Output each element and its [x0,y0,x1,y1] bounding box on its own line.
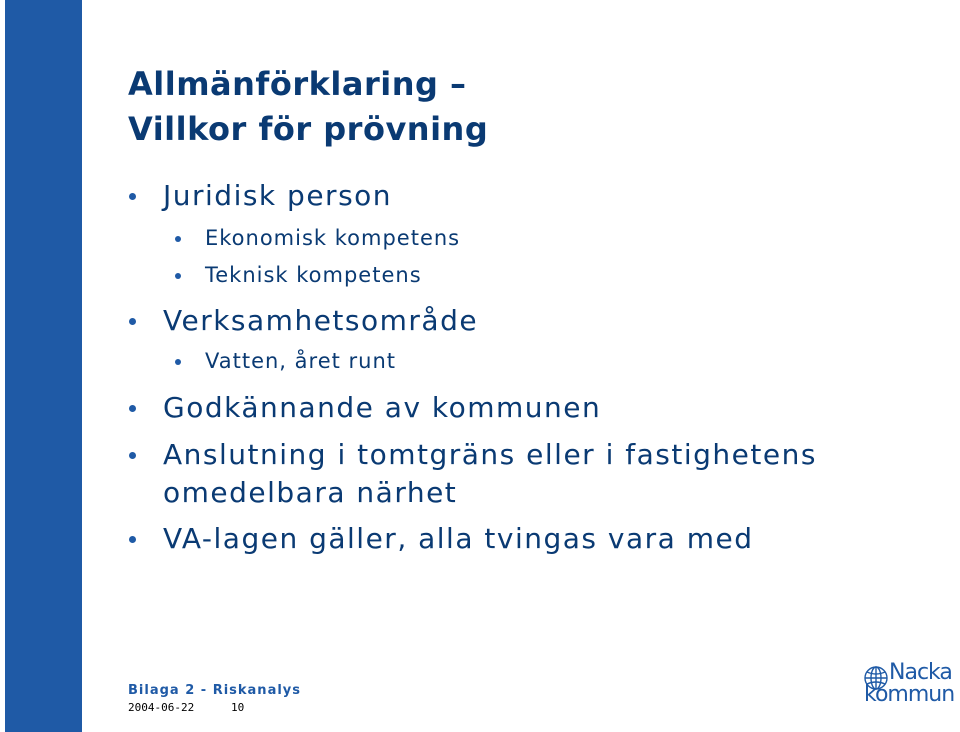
bullet-verksamhetsomrade: Verksamhetsområde [163,304,479,337]
bullet-icon [129,536,136,543]
page-number: 10 [231,701,245,714]
logo-line-1: Nacka [889,660,952,685]
bullet-icon [129,405,136,412]
footer-title: Bilaga 2 - Riskanalys [128,683,302,698]
bullet-icon [129,193,136,200]
title-line-1: Allmänförklaring – [128,65,467,103]
bullet-icon [175,273,181,279]
bullet-icon [175,236,181,242]
logo-text [864,660,955,707]
logo-line-2: kommun [864,682,955,707]
bullet-anslutning-cont: omedelbara närhet [163,476,458,509]
bullet-icon [129,318,136,325]
bullet-ekonomisk-kompetens: Ekonomisk kompetens [205,226,461,250]
footer-date: 2004-06-22 [128,701,195,714]
bullet-anslutning: Anslutning i tomtgräns eller i fastighetens [163,438,817,471]
slide-title [128,62,488,152]
bullet-teknisk-kompetens: Teknisk kompetens [205,263,422,287]
title-line-2: Villkor för prövning [128,110,489,148]
bullet-godkannande: Godkännande av kommunen [163,391,602,424]
bullet-icon [129,452,136,459]
sidebar-band [5,0,82,732]
bullet-vatten-aret-runt: Vatten, året runt [205,349,397,373]
bullet-icon [175,359,181,365]
bullet-va-lagen: VA-lagen gäller, alla tvingas vara med [163,522,754,555]
bullet-juridisk-person: Juridisk person [163,179,393,212]
